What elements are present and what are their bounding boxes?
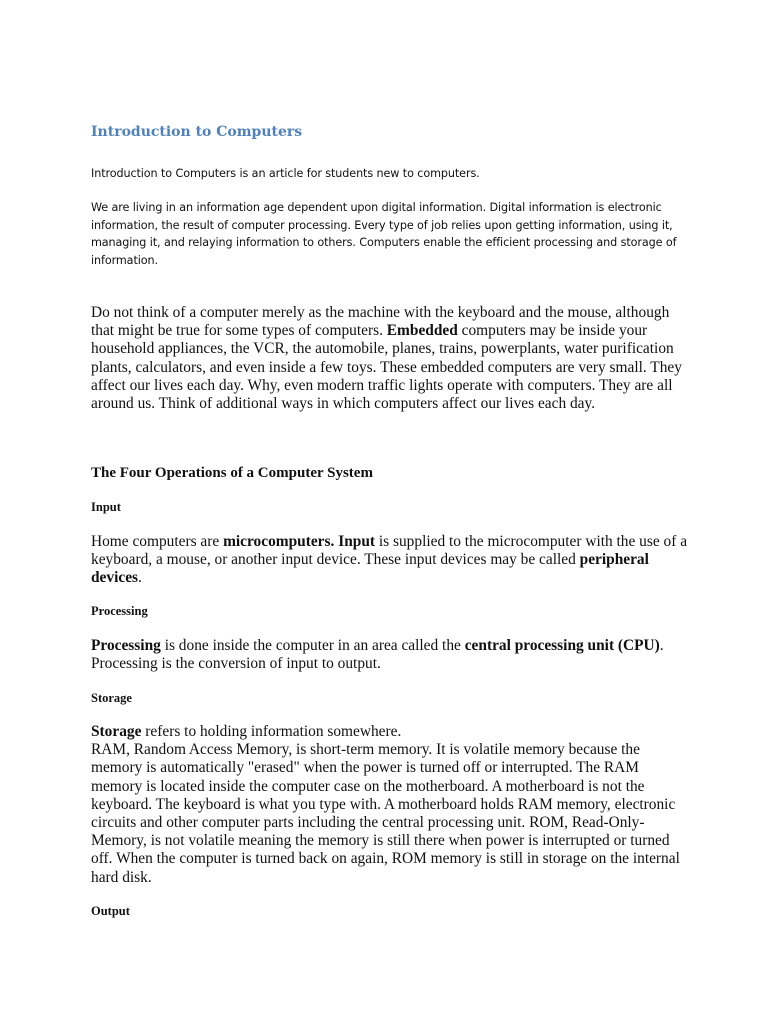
page-title: Introduction to Computers [91, 124, 303, 140]
storage-text-2: RAM, Random Access Memory, is short-term memory. It is volatile memory because the memory is automatically "erased" when the power is turned off or interrupted. The RAM memory is located inside the computer case on the motherboard. A motherboard is not the keyboard. The keyboard is what you type with. A motherboard holds RAM memory, electronic circuits and other computer parts including the central processing unit. ROM, Read-Only-Memory, is not volatile meaning the memory is still there when power is interrupted or turned off. When the computer is turned back on again, ROM memory is still in storage on the internal hard disk. [91, 741, 680, 886]
processing-bold-1: Processing [91, 637, 161, 654]
info-paragraph: We are living in an information age dependent upon digital information. Digital information is electronic information, the result of computer processing. Every type of job relies upon getting information, using it, managing it, and relaying information to others. Computers enable the efficient processing and storage of information. [91, 201, 677, 267]
embedded-bold: Embedded [386, 322, 458, 340]
input-text-3: . [138, 569, 142, 587]
intro-line: Introduction to Computers is an article for students new to computers. [91, 167, 480, 180]
storage-bold-1: Storage [91, 723, 142, 740]
input-bold-3: peripheral devices [91, 551, 649, 587]
input-bold-1: microcomputers. [223, 533, 335, 550]
input-heading: Input [91, 500, 121, 514]
input-paragraph [91, 533, 691, 588]
input-text-1: Home computers are [91, 533, 220, 550]
processing-text-1: is done inside the computer in an area called the [164, 637, 461, 654]
input-text-2: is supplied to the microcomputer with the use of a keyboard, a mouse, or another input device. These input devices may be called [91, 533, 688, 569]
processing-heading: Processing [91, 604, 148, 618]
embedded-paragraph [91, 304, 691, 413]
storage-paragraph [91, 723, 691, 887]
processing-bold-2: central processing unit (CPU) [464, 637, 660, 654]
four-operations-heading: The Four Operations of a Computer System [91, 465, 373, 481]
output-heading: Output [91, 904, 130, 918]
embedded-text-after: computers may be inside your household appliances, the VCR, the automobile, planes, trains, powerplants, water purification plants, calculators, and even inside a few toys. These embedded computers are very small. They affect our lives each day. Why, even modern traffic lights operate with computers. They are all around us. Think of additional ways in which computers affect our lives each day. [91, 322, 682, 413]
embedded-text-before: Do not think of a computer merely as the machine with the keyboard and the mouse, although that might be true for some types of computers. [91, 304, 670, 340]
input-bold-2: Input [338, 533, 376, 550]
storage-heading: Storage [91, 691, 132, 705]
processing-paragraph [91, 637, 691, 673]
storage-text-1: refers to holding information somewhere. [145, 723, 402, 740]
processing-text-2: . Processing is the conversion of input to output. [91, 637, 664, 673]
